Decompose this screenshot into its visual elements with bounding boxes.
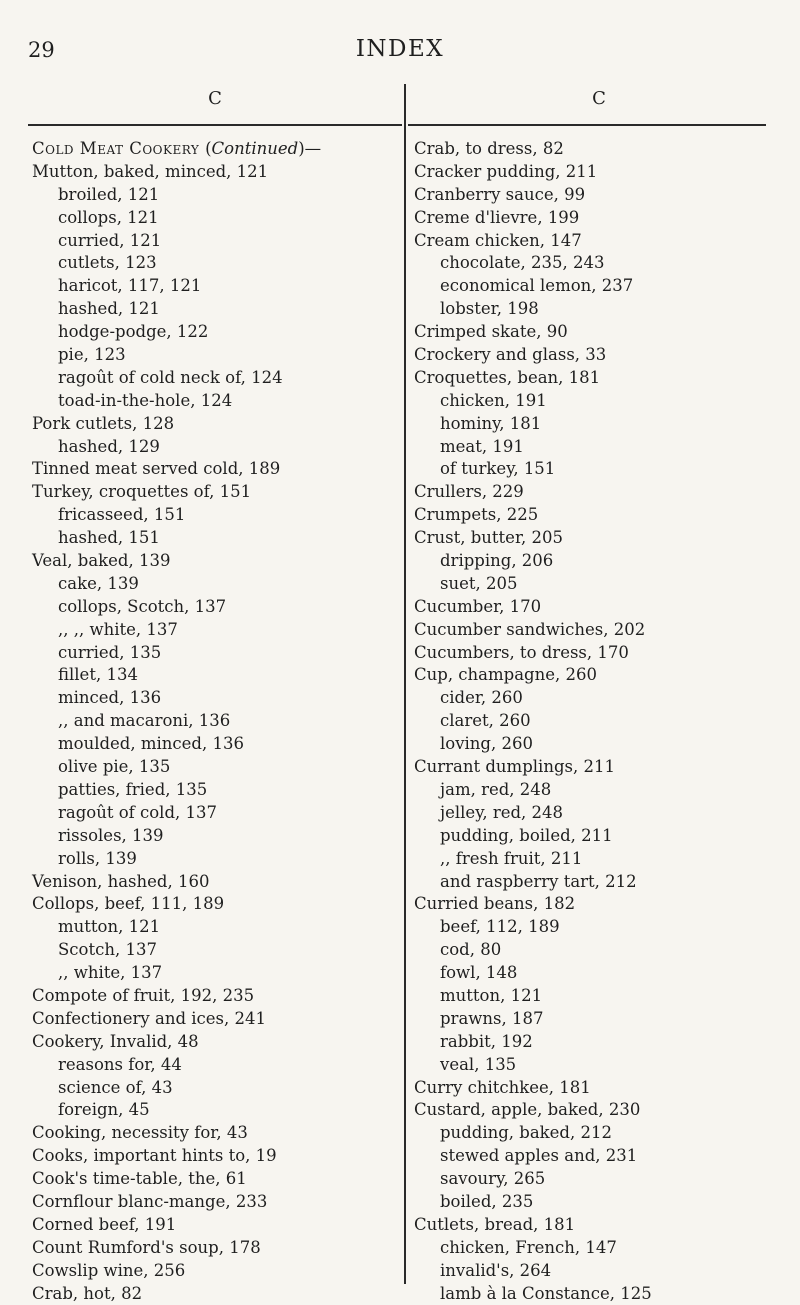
index-entry: prawns, 187 xyxy=(440,1008,544,1028)
index-entry: boiled, 235 xyxy=(440,1191,534,1211)
index-entry: pudding, baked, 212 xyxy=(440,1123,612,1143)
index-entry: Mutton, baked, minced, 121 xyxy=(32,161,269,181)
index-entry: meat, 191 xyxy=(440,436,524,456)
index-entry: Crumpets, 225 xyxy=(414,505,539,525)
index-entry: Cooks, important hints to, 19 xyxy=(32,1146,277,1166)
index-entry: hashed, 129 xyxy=(58,436,160,456)
index-entry: patties, fried, 135 xyxy=(58,779,208,799)
index-entry: Cucumber sandwiches, 202 xyxy=(414,619,646,639)
index-entry: Crust, butter, 205 xyxy=(414,528,563,548)
index-entry: cutlets, 123 xyxy=(58,253,157,273)
index-entry: Curry chitchkee, 181 xyxy=(414,1077,591,1097)
left-heading-rule xyxy=(28,124,402,126)
index-entry: collops, 121 xyxy=(58,207,159,227)
index-entry: Collops, beef, 111, 189 xyxy=(32,894,225,914)
index-entry: veal, 135 xyxy=(440,1054,517,1074)
index-entry: Custard, apple, baked, 230 xyxy=(414,1100,641,1120)
index-entry: fillet, 134 xyxy=(58,665,138,685)
index-entry: Crockery and glass, 33 xyxy=(414,345,607,365)
index-entry: minced, 136 xyxy=(58,688,162,708)
index-entry: hominy, 181 xyxy=(440,413,542,433)
index-entry: ,, and macaroni, 136 xyxy=(58,711,231,731)
index-entry: Cowslip wine, 256 xyxy=(32,1260,186,1280)
index-entry: hashed, 121 xyxy=(58,299,160,319)
index-entry: Crullers, 229 xyxy=(414,482,524,502)
index-entry: dripping, 206 xyxy=(440,551,554,571)
index-entry: chocolate, 235, 243 xyxy=(440,253,605,273)
index-entry: Creme d'lievre, 199 xyxy=(414,207,580,227)
index-entry: lamb à la Constance, 125 xyxy=(440,1283,652,1303)
index-entry: mutton, 121 xyxy=(58,917,161,937)
index-entry: moulded, minced, 136 xyxy=(58,734,244,754)
index-entry: Cooking, necessity for, 43 xyxy=(32,1123,248,1143)
index-entry: ,, fresh fruit, 211 xyxy=(440,848,583,868)
index-entry: hashed, 151 xyxy=(58,528,160,548)
index-entry: rolls, 139 xyxy=(58,848,137,868)
index-entry: Tinned meat served cold, 189 xyxy=(32,459,281,479)
index-entry: and raspberry tart, 212 xyxy=(440,871,637,891)
index-entry: reasons for, 44 xyxy=(58,1054,182,1074)
index-entry: Crab, hot, 82 xyxy=(32,1283,143,1303)
index-entry: cake, 139 xyxy=(58,573,139,593)
index-entry: loving, 260 xyxy=(440,734,533,754)
index-entry: invalid's, 264 xyxy=(440,1260,552,1280)
index-entry: savoury, 265 xyxy=(440,1169,546,1189)
index-entry: Venison, hashed, 160 xyxy=(32,871,210,891)
index-entry: Cucumbers, to dress, 170 xyxy=(414,642,629,662)
index-entry: Crimped skate, 90 xyxy=(414,322,568,342)
index-entry: Cold Meat Cookery (Continued)— xyxy=(32,139,322,158)
index-entry: curried, 121 xyxy=(58,230,162,250)
index-entry: Scotch, 137 xyxy=(58,940,157,960)
index-entry: ,, white, 137 xyxy=(58,963,163,983)
left-index-column xyxy=(32,138,402,1305)
index-entry: ,, ,, white, 137 xyxy=(58,619,178,639)
index-entry: jelley, red, 248 xyxy=(440,802,564,822)
index-entry: Currant dumplings, 211 xyxy=(414,757,615,777)
index-entry: broiled, 121 xyxy=(58,184,160,204)
index-entry: chicken, 191 xyxy=(440,390,547,410)
index-entry: toad-in-the-hole, 124 xyxy=(58,390,233,410)
index-entry: ragoût of cold neck of, 124 xyxy=(58,367,283,387)
index-entry: Confectionery and ices, 241 xyxy=(32,1008,266,1028)
index-entry: stewed apples and, 231 xyxy=(440,1146,638,1166)
index-entry: fowl, 148 xyxy=(440,963,518,983)
index-entry: Pork cutlets, 128 xyxy=(32,413,175,433)
column-divider xyxy=(404,84,406,1284)
index-entry: jam, red, 248 xyxy=(440,779,552,799)
index-entry: Turkey, croquettes of, 151 xyxy=(32,482,252,502)
index-entry: pudding, boiled, 211 xyxy=(440,825,613,845)
index-entry: Cookery, Invalid, 48 xyxy=(32,1031,199,1051)
index-entry: science of, 43 xyxy=(58,1077,173,1097)
right-heading-rule xyxy=(408,124,766,126)
index-entry: economical lemon, 237 xyxy=(440,276,634,296)
index-entry: beef, 112, 189 xyxy=(440,917,560,937)
index-entry: rabbit, 192 xyxy=(440,1031,533,1051)
index-entry: of turkey, 151 xyxy=(440,459,556,479)
index-entry: mutton, 121 xyxy=(440,985,543,1005)
index-entry: olive pie, 135 xyxy=(58,757,171,777)
index-entry: Cornflour blanc-mange, 233 xyxy=(32,1191,268,1211)
index-entry: cider, 260 xyxy=(440,688,523,708)
index-entry: Crab, to dress, 82 xyxy=(414,139,564,158)
index-entry: curried, 135 xyxy=(58,642,162,662)
index-entry: Cream chicken, 147 xyxy=(414,230,582,250)
index-entry: Cook's time-table, the, 61 xyxy=(32,1169,247,1189)
index-entry: Veal, baked, 139 xyxy=(32,551,171,571)
right-column-heading: C xyxy=(592,88,606,109)
page-title: INDEX xyxy=(355,36,445,62)
index-entry: Curried beans, 182 xyxy=(414,894,576,914)
index-entry: Cranberry sauce, 99 xyxy=(414,184,586,204)
index-entry: fricasseed, 151 xyxy=(58,505,186,525)
index-entry: Cracker pudding, 211 xyxy=(414,161,598,181)
index-entry: ragoût of cold, 137 xyxy=(58,802,218,822)
index-entry: lobster, 198 xyxy=(440,299,539,319)
index-entry: collops, Scotch, 137 xyxy=(58,596,227,616)
index-entry: Croquettes, bean, 181 xyxy=(414,367,601,387)
page-number: 29 xyxy=(28,38,55,62)
index-entry: cod, 80 xyxy=(440,940,502,960)
index-entry: suet, 205 xyxy=(440,573,518,593)
index-entry: pie, 123 xyxy=(58,345,126,365)
index-entry: Count Rumford's soup, 178 xyxy=(32,1237,261,1257)
index-entry: Cup, champagne, 260 xyxy=(414,665,597,685)
index-entry: Compote of fruit, 192, 235 xyxy=(32,985,255,1005)
right-index-column xyxy=(414,138,794,1305)
index-entry: Cucumber, 170 xyxy=(414,596,542,616)
index-entry: claret, 260 xyxy=(440,711,531,731)
index-entry: rissoles, 139 xyxy=(58,825,164,845)
index-entry: Cutlets, bread, 181 xyxy=(414,1214,576,1234)
index-entry: foreign, 45 xyxy=(58,1100,150,1120)
index-entry: chicken, French, 147 xyxy=(440,1237,617,1257)
left-column-heading: C xyxy=(208,88,222,109)
index-entry: hodge-podge, 122 xyxy=(58,322,209,342)
index-entry: haricot, 117, 121 xyxy=(58,276,202,296)
index-entry: Corned beef, 191 xyxy=(32,1214,177,1234)
